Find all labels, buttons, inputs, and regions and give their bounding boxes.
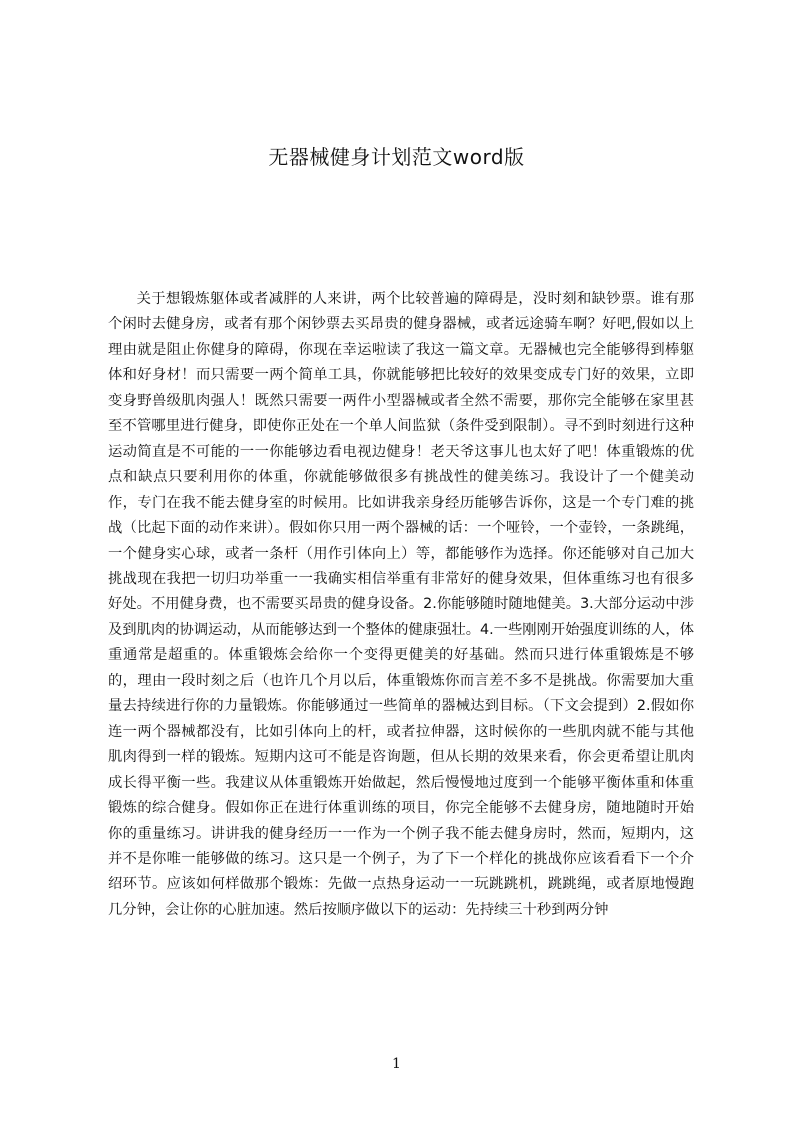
document-title: 无器械健身计划范文word版 <box>268 145 525 169</box>
body-paragraph: 关于想锻炼躯体或者减胖的人来讲，两个比较普遍的障碍是，没时刻和缺钞票。谁有那个闲时去健身房，或者有那个闲钞票去买昂贵的健身器械，或者远途骑车啊？好吧,假如以上理由就是阻止你健身的障碍，你现在幸运啦读了我这一篇文章。无器械也完全能够得到棒躯体和好身材！而只需要一两个简单工具，你就能够把比较好的效果变成专门好的效果，立即变身野兽级肌肉强人！既然只需要一两件小型器械或者全然不需要，那你完全能够在家里甚至不管哪里进行健身，即使你正处在一个单人间监狱（条件受到限制）。寻不到时刻进行这种运动简直是不可能的一一你能够边看电视边健身！老天爷这事儿也太好了吧！体重锻炼的优点和缺点只要利用你的体重，你就能够做很多有挑战性的健美练习。我设计了一个健美动作，专门在我不能去健身室的时候用。比如讲我亲身经历能够告诉你，这是一个专门难的挑战（比起下面的动作来讲）。假如你只用一两个器械的话：一个哑铃，一个壶铃，一条跳绳，一个健身实心球，或者一条杆（用作引体向上）等，都能够作为选择。你还能够对自己加大挑战现在我把一切归功举重一一我确实相信举重有非常好的健身效果，但体重练习也有很多好处。不用健身费，也不需要买昂贵的健身设备。2.你能够随时随地健美。3.大部分运动中涉及到肌肉的协调运动，从而能够达到一个整体的健康强壮。4.一些刚刚开始强度训练的人，体重通常是超重的。体重锻炼会给你一个变得更健美的好基础。然而只进行体重锻炼是不够的，理由一段时刻之后（也许几个月以后，体重锻炼你而言差不多不是挑战。你需要加大重量去持续进行你的力量锻炼。你能够通过一些简单的器械达到目标。（下文会提到）2.假如你连一两个器械都没有，比如引体向上的杆，或者拉伸器，这时候你的一些肌肉就不能与其他肌肉得到一样的锻炼。短期内这可不能是咨询题，但从长期的效果来看，你会更希望让肌肉成长得平衡一些。我建议从体重锻炼开始做起，然后慢慢地过度到一个能够平衡体重和体重锻炼的综合健身。假如你正在进行体重训练的项目，你完全能够不去健身房，随地随时开始你的重量练习。讲讲我的健身经历一一作为一个例子我不能去健身房时，然而，短期内，这并不是你唯一能够做的练习。这只是一个例子，为了下一个样化的挑战你应该看看下一个介绍环节。应该如何样做那个锻炼：先做一点热身运动一一玩跳跳机，跳跳绳，或者原地慢跑几分钟，会让你的心脏加速。然后按顺序做以下的运动：先持续三十秒到两分钟 <box>108 291 694 918</box>
page-number: 1 <box>392 1056 401 1072</box>
